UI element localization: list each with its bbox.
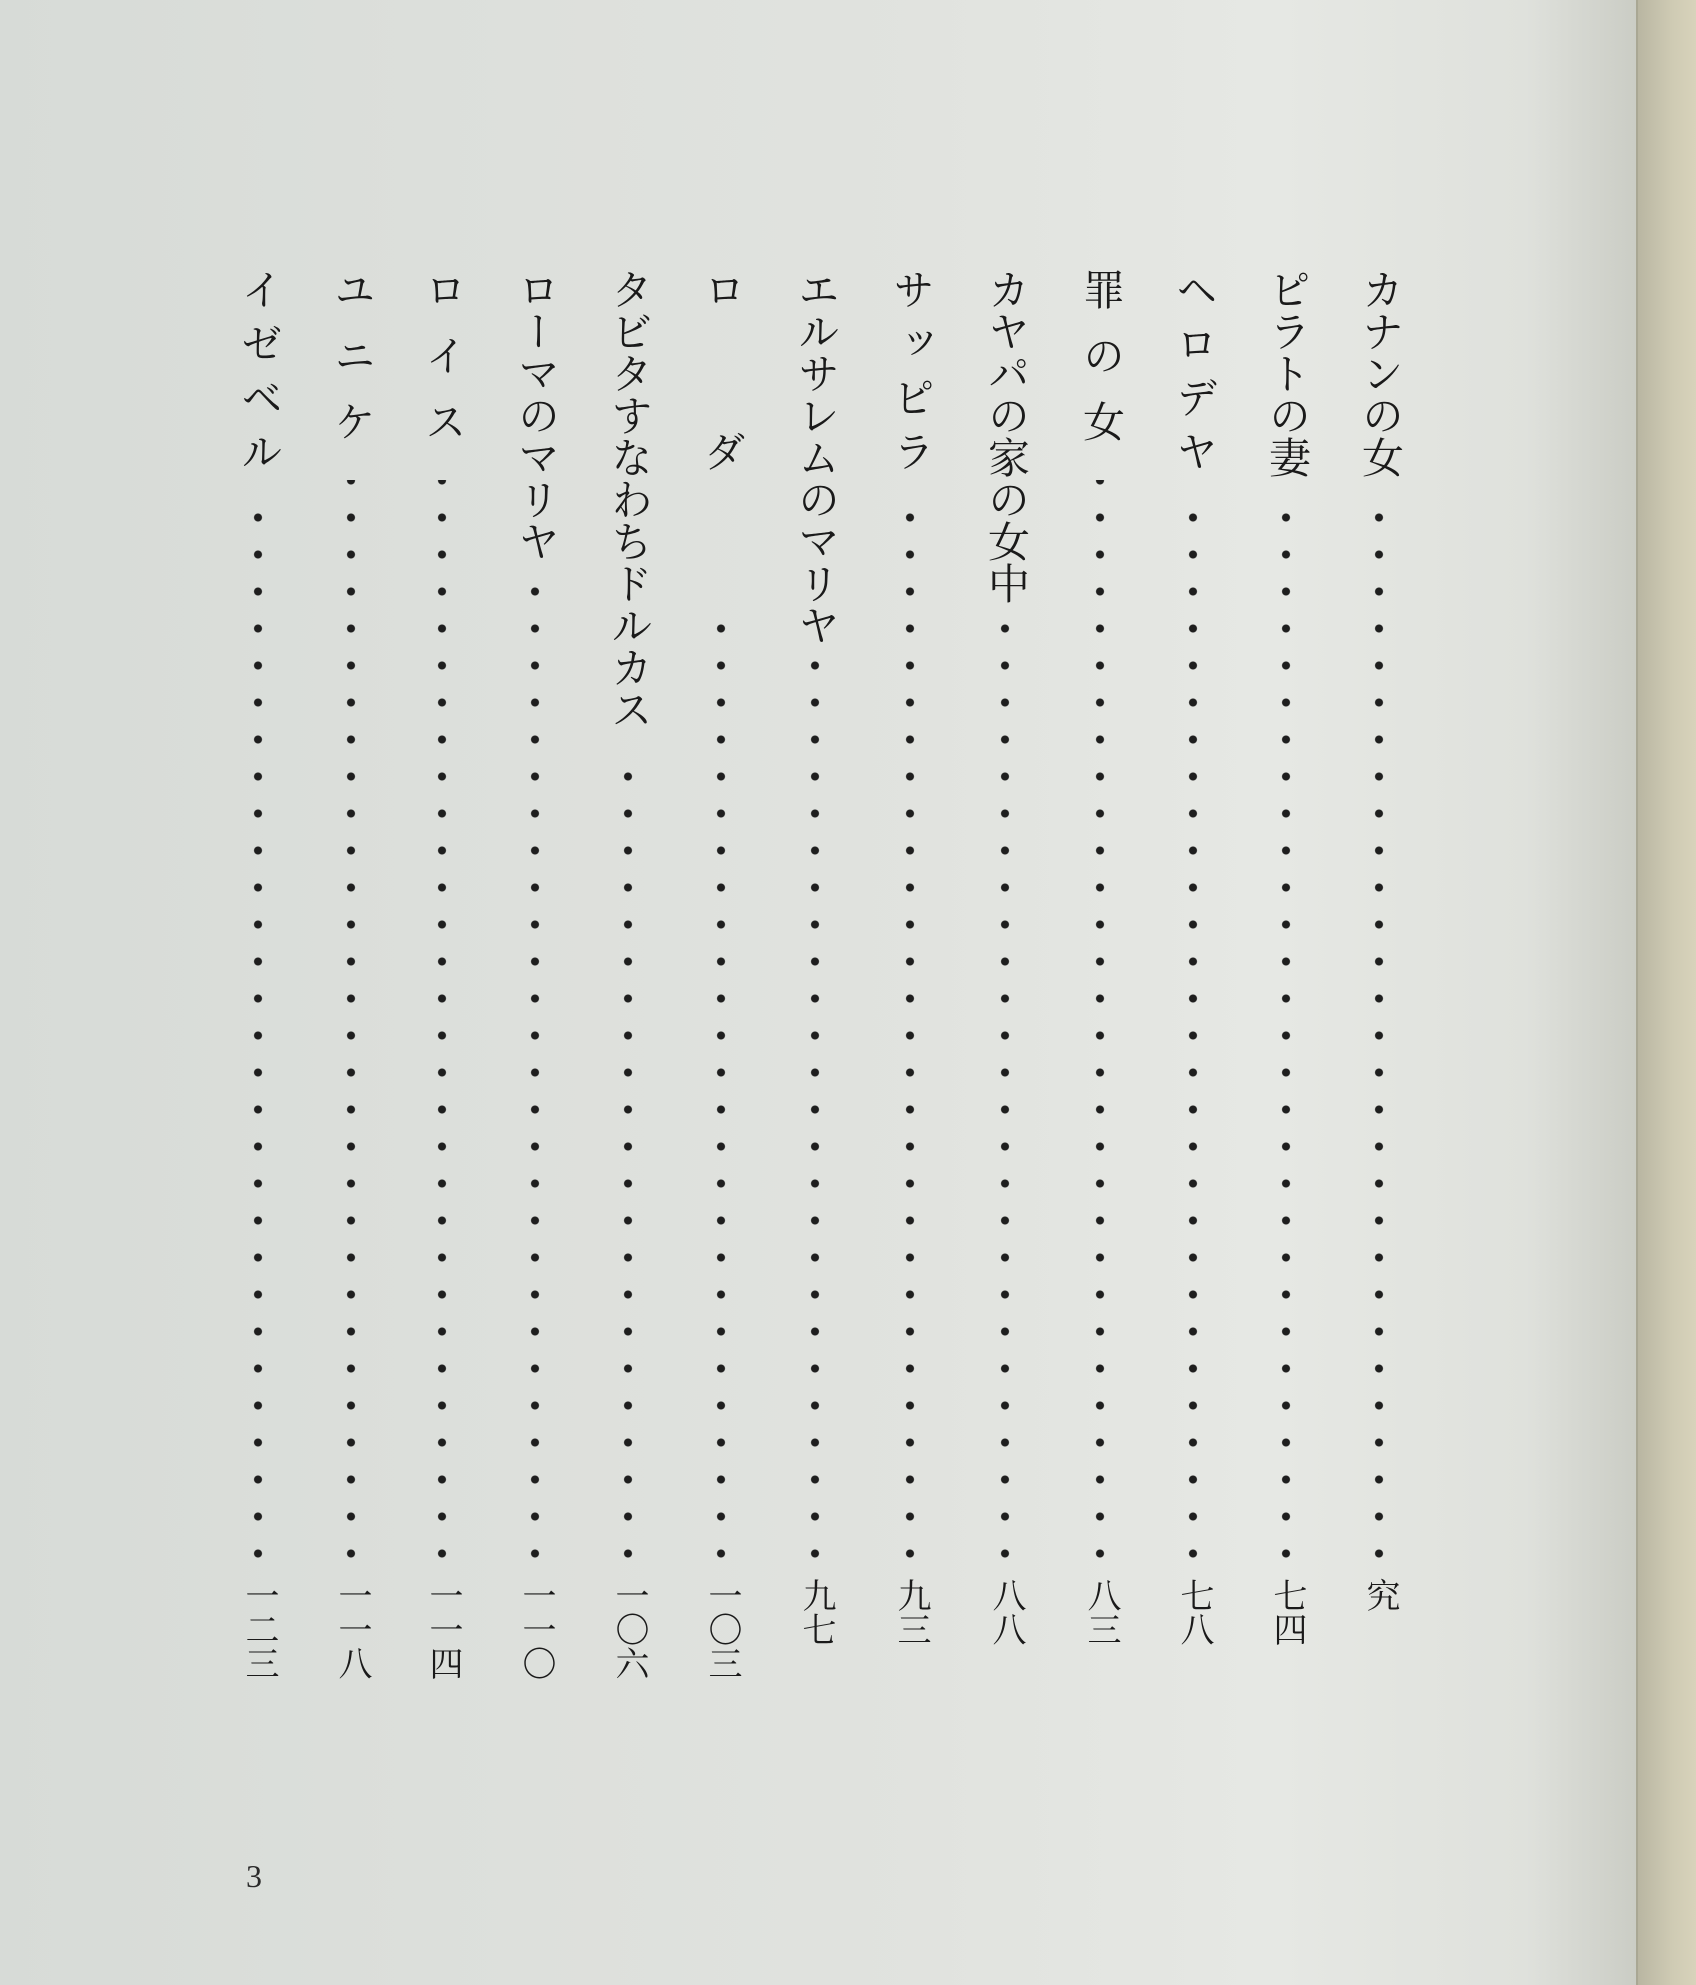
toc-entry (1350, 268, 1410, 1638)
page-number-folio: 3 (246, 1858, 262, 1894)
entry-page-number: 一〇三 (702, 1578, 742, 1680)
dot-leader (253, 498, 263, 1572)
entry-page-number: 一〇六 (609, 1578, 649, 1680)
dot-leader (810, 660, 820, 1572)
entry-title: サッピラ (887, 268, 936, 484)
dot-leader (1000, 618, 1010, 1572)
entry-page-number: 九七 (796, 1578, 836, 1646)
entry-title: ロダ (698, 268, 747, 592)
toc-entry (506, 268, 566, 1680)
toc-entry (1071, 268, 1131, 1646)
dot-leader (530, 576, 540, 1572)
entry-page-number: 一二三 (239, 1578, 279, 1680)
entry-page-number: 一一八 (332, 1578, 372, 1680)
table-of-contents (0, 268, 1696, 1680)
toc-entry (229, 268, 289, 1680)
entry-page-number: 九三 (891, 1578, 931, 1646)
entry-page-number: 究 (1360, 1578, 1400, 1612)
entry-title: ユニケ (328, 268, 377, 466)
dot-leader (1374, 492, 1384, 1572)
entry-title: タビタすなわちドルカス (605, 268, 654, 730)
toc-entry (976, 268, 1036, 1646)
toc-entry (599, 268, 659, 1680)
dot-leader (1188, 498, 1198, 1572)
entry-page-number: 八八 (986, 1578, 1026, 1646)
toc-entry (786, 268, 846, 1646)
entry-page-number: 八三 (1081, 1578, 1121, 1646)
dot-leader (905, 498, 915, 1572)
entry-page-number: 一一四 (423, 1578, 463, 1680)
entry-title: 罪の女 (1077, 268, 1126, 466)
dot-leader (1281, 492, 1291, 1572)
entry-title: カナンの女 (1356, 268, 1405, 478)
entry-page-number: 七四 (1267, 1578, 1307, 1646)
entry-title: ローマのマリヤ (512, 268, 561, 562)
entry-title: ヘロデヤ (1170, 268, 1219, 484)
entry-title: イゼベル (235, 268, 284, 484)
toc-entry (692, 268, 752, 1680)
entry-title: ピラトの妻 (1263, 268, 1312, 478)
dot-leader (716, 606, 726, 1572)
toc-entry (881, 268, 941, 1646)
entry-page-number: 七八 (1174, 1578, 1214, 1646)
dot-leader (623, 744, 633, 1572)
entry-page-number: 一一〇 (516, 1578, 556, 1680)
entry-title: ロイス (419, 268, 468, 466)
entry-title: カヤパの家の女中 (982, 268, 1031, 604)
entry-title: エルサレムのマリヤ (792, 268, 841, 646)
dot-leader (437, 480, 447, 1572)
toc-entry (1164, 268, 1224, 1646)
toc-entry (1257, 268, 1317, 1646)
toc-entry (322, 268, 382, 1680)
dot-leader (1095, 480, 1105, 1572)
toc-entry (413, 268, 473, 1680)
dot-leader (346, 480, 356, 1572)
